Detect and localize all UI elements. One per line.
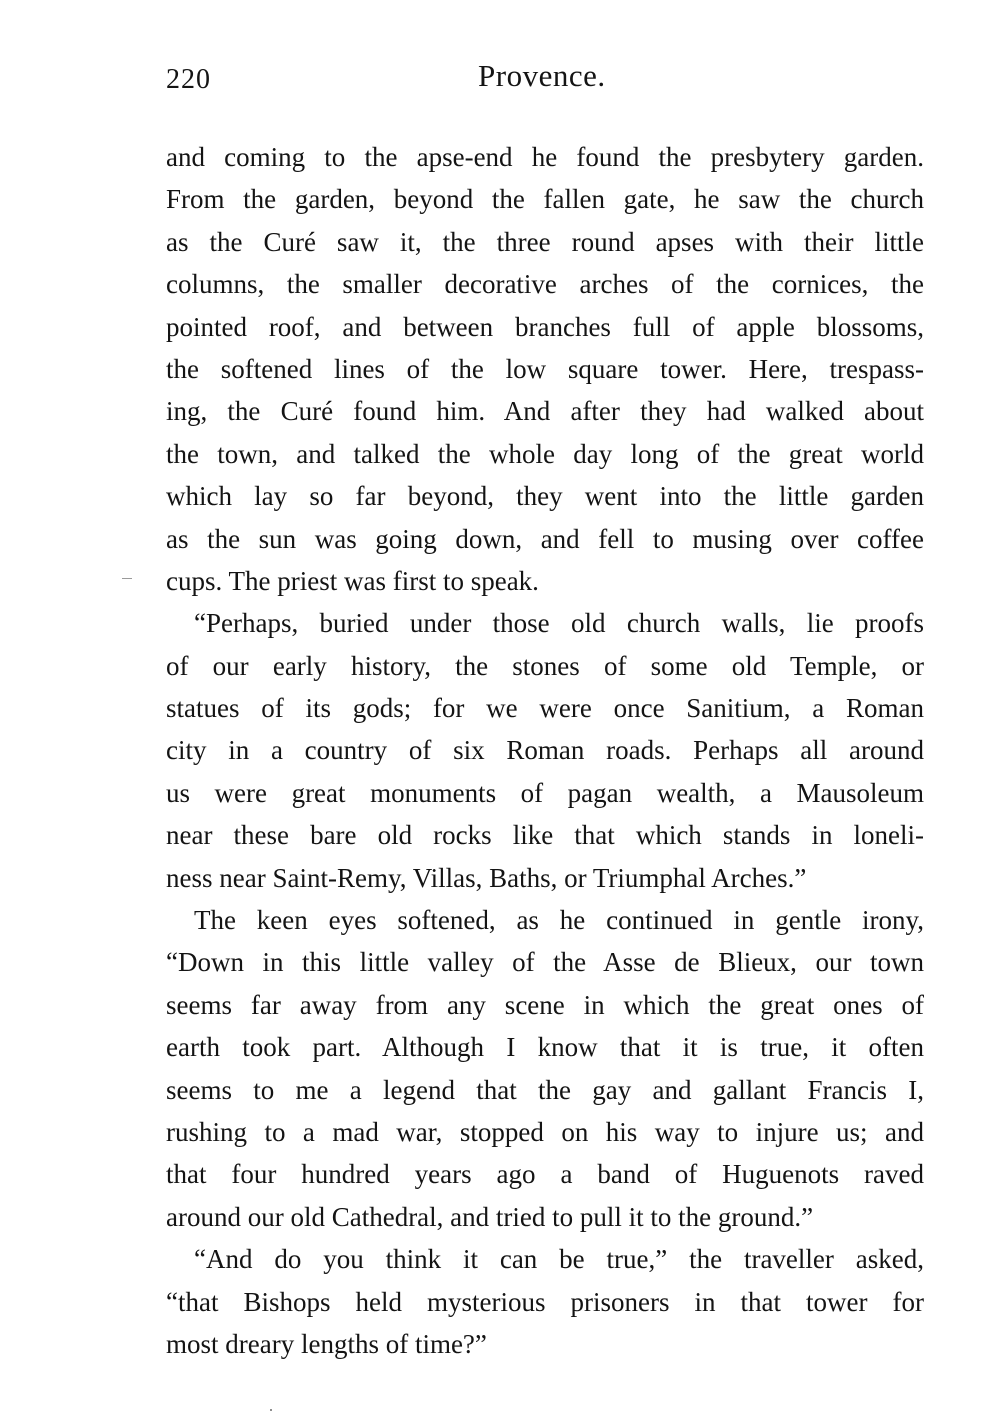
text-line: rushing to a mad war, stopped on his way to injure us; and	[166, 1116, 924, 1147]
text-line: earth took part. Although I know that it is true, it often	[166, 1032, 924, 1063]
text-line: as the Curé saw it, the three round apses with their little	[166, 226, 924, 257]
text-line: seems far away from any scene in which the great ones of	[166, 989, 924, 1020]
running-title: Provence.	[478, 58, 606, 93]
text-line: city in a country of six Roman roads. Perhaps all around	[166, 735, 924, 766]
text-line: the town, and talked the whole day long of the great world	[166, 438, 924, 469]
text-line: ing, the Curé found him. And after they had walked about	[166, 396, 924, 427]
text-line: near these bare old rocks like that which stands in loneli-	[166, 820, 924, 851]
text-line: “Down in this little valley of the Asse de Blieux, our town	[166, 947, 924, 978]
text-line: The keen eyes softened, as he continued in gentle irony,	[194, 905, 924, 936]
page-header	[166, 58, 926, 102]
text-line: “that Bishops held mysterious prisoners in that tower for	[166, 1286, 924, 1317]
text-line: seems to me a legend that the gay and gallant Francis I,	[166, 1074, 924, 1105]
text-line: columns, the smaller decorative arches of the cornices, the	[166, 269, 924, 300]
text-line: of our early history, the stones of some old Temple, or	[166, 650, 924, 681]
text-line: most dreary lengths of time?”	[166, 1328, 487, 1359]
text-line: “And do you think it can be true,” the traveller asked,	[194, 1244, 924, 1275]
text-line: From the garden, beyond the fallen gate, he saw the church	[166, 184, 924, 215]
text-line: us were great monuments of pagan wealth, a Mausoleum	[166, 777, 924, 808]
bottom-dot	[270, 1409, 272, 1411]
text-line: statues of its gods; for we were once Sanitium, a Roman	[166, 693, 924, 724]
body-text	[166, 136, 924, 1365]
text-line: which lay so far beyond, they went into the little garden	[166, 481, 924, 512]
margin-mark	[122, 578, 132, 579]
text-line: and coming to the apse-end he found the presbytery garden.	[166, 142, 924, 172]
text-line: cups. The priest was first to speak.	[166, 565, 539, 596]
text-line: as the sun was going down, and fell to musing over coffee	[166, 523, 924, 554]
text-line: that four hundred years ago a band of Huguenots raved	[166, 1159, 924, 1190]
text-line: pointed roof, and between branches full of apple blossoms,	[166, 311, 924, 342]
text-line: around our old Cathedral, and tried to pull it to the ground.”	[166, 1201, 814, 1232]
text-line: “Perhaps, buried under those old church walls, lie proofs	[194, 608, 924, 639]
page-number: 220	[166, 64, 211, 95]
text-line: the softened lines of the low square tower. Here, trespass-	[166, 353, 924, 384]
text-line: ness near Saint-Remy, Villas, Baths, or Triumphal Arches.”	[166, 862, 807, 893]
